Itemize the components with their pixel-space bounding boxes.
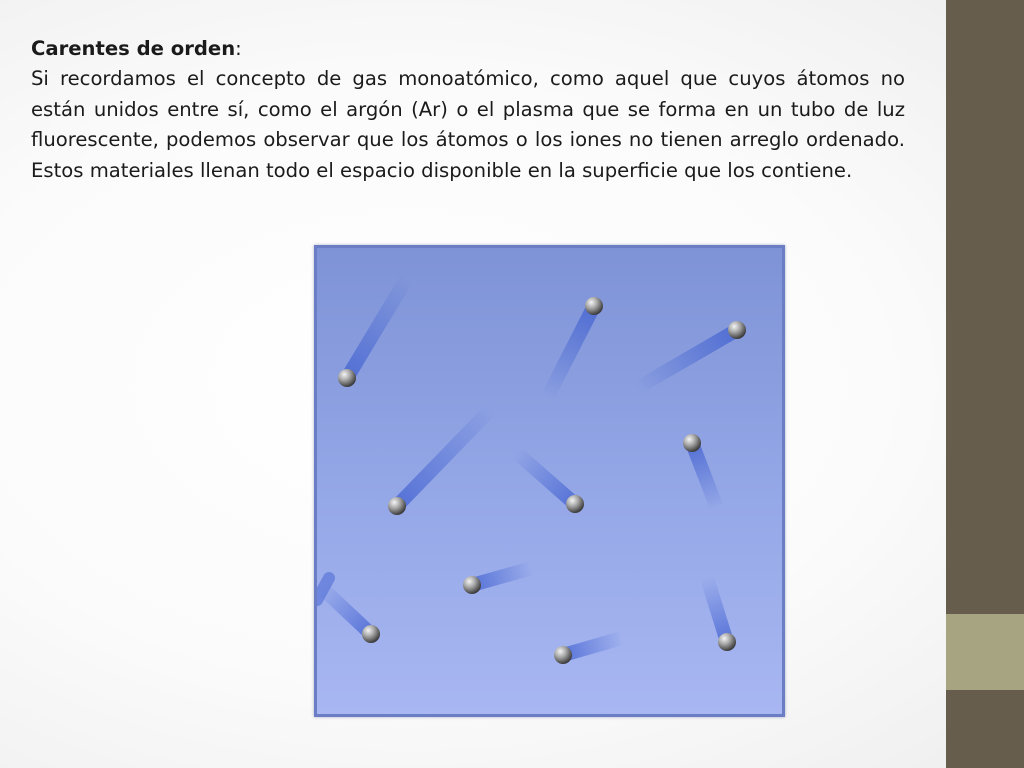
heading-colon: : — [235, 37, 242, 60]
atom-trail — [397, 408, 492, 506]
slide-heading: Carentes de orden — [31, 37, 236, 60]
side-accent — [946, 614, 1024, 690]
atom-trail — [563, 638, 622, 655]
gas-atom — [338, 369, 356, 387]
atom-trail — [547, 306, 594, 398]
atom-trail — [517, 453, 575, 504]
gas-atoms-svg — [317, 248, 782, 714]
gas-atoms-figure — [314, 245, 785, 717]
atom-trail — [347, 278, 407, 378]
gas-atom — [554, 646, 572, 664]
gas-atom — [388, 497, 406, 515]
slide-text — [31, 34, 905, 186]
gas-atom — [718, 633, 736, 651]
gas-atom — [683, 434, 701, 452]
gas-atom — [463, 576, 481, 594]
atom-trail — [322, 588, 371, 634]
slide-paragraph: Si recordamos el concepto de gas monoatómico, como aquel que cuyos átomos no están unidos entre sí, como el argón (Ar) o el plasma que se forma en un tubo de luz fluorescente, podemos observar que los átomos o los iones no tienen arreglo ordenado. Estos materiales llenan todo el espacio disponible en la superficie que los contiene. — [31, 67, 905, 182]
atom-trail — [472, 568, 532, 585]
atom-trail — [692, 443, 717, 508]
gas-atom — [728, 321, 746, 339]
gas-atom — [566, 495, 584, 513]
atom-trail — [637, 330, 737, 388]
gas-atom — [362, 625, 380, 643]
gas-atom — [585, 297, 603, 315]
atom-trail — [707, 578, 727, 642]
